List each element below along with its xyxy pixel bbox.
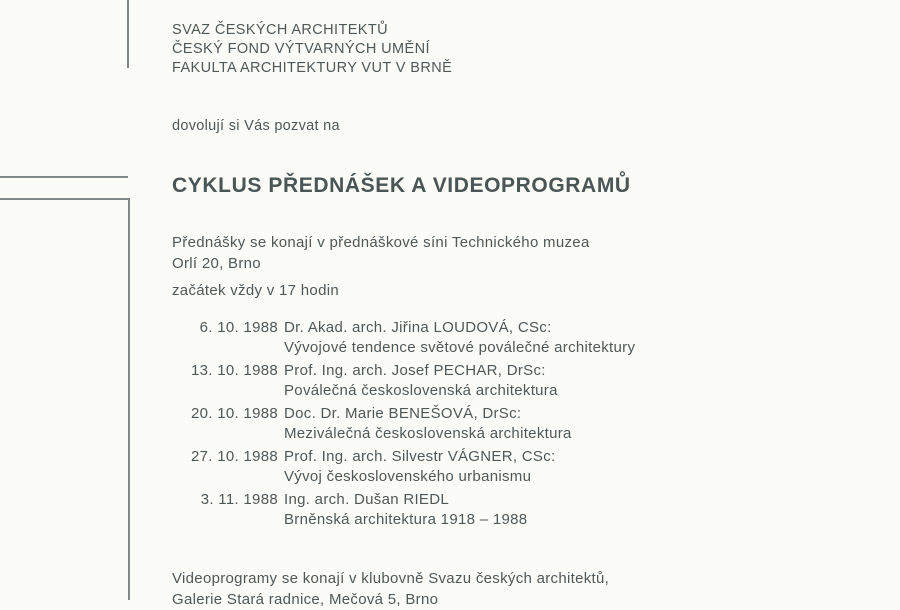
video-info [172, 568, 609, 610]
frame-line-top-vertical [127, 0, 129, 68]
lecture-item [160, 490, 635, 530]
venue-line-2: Orlí 20, Brno [172, 255, 261, 272]
lecture-item [160, 361, 635, 401]
video-line-1: Videoprogramy se konají v klubovně Svazu českých architektů, [172, 570, 610, 587]
lecture-topic: Meziválečná československá architektura [284, 425, 572, 442]
lecture-speaker: Doc. Dr. Marie BENEŠOVÁ, DrSc: [284, 405, 522, 422]
frame-line-horizontal-1 [0, 176, 128, 178]
lecture-item [160, 447, 635, 487]
lecture-date: 20. 10. 1988 [190, 405, 278, 422]
lecture-topic: Vývojové tendence světové poválečné architektury [284, 339, 636, 356]
organizer-2: ČESKÝ FOND VÝTVARNÝCH UMĚNÍ [172, 41, 430, 57]
venue-info [172, 232, 590, 274]
frame-line-horizontal-2 [0, 198, 130, 200]
lecture-speaker: Prof. Ing. arch. Silvestr VÁGNER, CSc: [284, 448, 556, 465]
venue-line-1: Přednášky se konají v přednáškové síni Technického muzea [172, 234, 590, 251]
lecture-speaker: Dr. Akad. arch. Jiřina LOUDOVÁ, CSc: [284, 319, 552, 336]
lecture-item [160, 318, 635, 358]
lecture-list [160, 318, 635, 533]
lecture-speaker: Ing. arch. Dušan RIEDL [284, 491, 450, 508]
video-line-2: Galerie Stará radnice, Mečová 5, Brno [172, 591, 439, 608]
organizer-1: SVAZ ČESKÝCH ARCHITEKTŮ [172, 22, 388, 38]
lecture-item [160, 404, 635, 444]
frame-line-bottom-vertical [128, 198, 130, 600]
invitation-text: dovolují si Vás pozvat na [172, 118, 340, 134]
page-title: CYKLUS PŘEDNÁŠEK A VIDEOPROGRAMŮ [172, 174, 631, 197]
organizers [172, 21, 452, 78]
start-time: začátek vždy v 17 hodin [172, 282, 339, 299]
lecture-topic: Brněnská architektura 1918 – 1988 [284, 511, 528, 528]
lecture-date: 13. 10. 1988 [190, 362, 278, 379]
lecture-speaker: Prof. Ing. arch. Josef PECHAR, DrSc: [284, 362, 546, 379]
lecture-topic: Vývoj československého urbanismu [284, 468, 532, 485]
lecture-date: 3. 11. 1988 [200, 491, 278, 508]
lecture-topic: Poválečná československá architektura [284, 382, 558, 399]
lecture-date: 27. 10. 1988 [190, 448, 278, 465]
lecture-date: 6. 10. 1988 [199, 319, 278, 336]
organizer-3: FAKULTA ARCHITEKTURY VUT V BRNĚ [172, 60, 453, 76]
